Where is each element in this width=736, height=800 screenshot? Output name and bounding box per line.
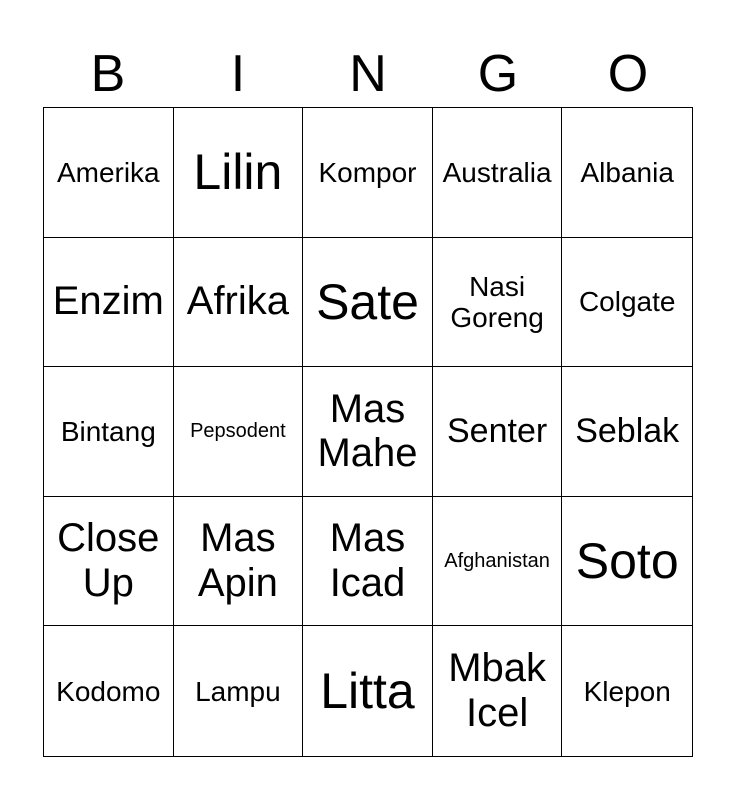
bingo-board <box>43 107 693 757</box>
header-letter-n: N <box>349 45 387 103</box>
header-letter-o: O <box>607 45 649 103</box>
bingo-cell-label: Pepsodent <box>190 420 286 443</box>
bingo-cell[interactable] <box>562 108 692 238</box>
bingo-cell[interactable] <box>562 626 692 756</box>
bingo-cell-label: Bintang <box>60 415 156 447</box>
bingo-cell-label: Colgate <box>578 286 676 318</box>
bingo-cell[interactable] <box>303 108 433 238</box>
bingo-cell[interactable] <box>433 626 563 756</box>
bingo-cell[interactable] <box>303 367 433 497</box>
bingo-cell[interactable] <box>44 497 174 627</box>
bingo-cell-label: Mas Icad <box>329 516 406 606</box>
bingo-cell-label: Kompor <box>318 156 417 188</box>
bingo-cell[interactable] <box>303 626 433 756</box>
bingo-cell-label: Lilin <box>193 144 283 201</box>
bingo-cell[interactable] <box>303 497 433 627</box>
bingo-cell[interactable] <box>44 367 174 497</box>
bingo-cell-label: Mas Mahe <box>317 386 418 476</box>
bingo-cell[interactable] <box>174 367 304 497</box>
header-letter-g: G <box>477 45 519 103</box>
bingo-cell[interactable] <box>303 238 433 368</box>
bingo-cell-label: Mas Apin <box>197 516 278 606</box>
bingo-cell-label: Kodomo <box>56 675 161 707</box>
bingo-cell-label: Close Up <box>57 516 160 606</box>
header-letter-i: I <box>230 45 246 103</box>
bingo-cell[interactable] <box>174 108 304 238</box>
bingo-cell-label: Seblak <box>575 412 680 451</box>
bingo-cell[interactable] <box>433 108 563 238</box>
bingo-cell-label: Amerika <box>56 156 160 188</box>
bingo-cell-label: Enzim <box>52 279 164 324</box>
bingo-cell[interactable] <box>44 108 174 238</box>
bingo-cell[interactable] <box>562 367 692 497</box>
bingo-cell-label: Soto <box>575 533 679 590</box>
bingo-cell-label: Senter <box>447 412 548 451</box>
bingo-cell-label: Afghanistan <box>444 549 550 572</box>
bingo-cell[interactable] <box>174 626 304 756</box>
bingo-cell[interactable] <box>174 497 304 627</box>
bingo-cell-label: Litta <box>320 663 415 720</box>
bingo-cell-label: Australia <box>442 156 552 188</box>
bingo-cell[interactable] <box>44 626 174 756</box>
bingo-cell-label: Sate <box>316 273 419 330</box>
bingo-cell-label: Mbak Icel <box>448 646 546 736</box>
bingo-header <box>43 40 693 108</box>
bingo-cell-label: Albania <box>580 156 674 188</box>
bingo-cell[interactable] <box>433 497 563 627</box>
bingo-cell-label: Nasi Goreng <box>450 270 544 333</box>
bingo-cell[interactable] <box>433 367 563 497</box>
bingo-cell[interactable] <box>44 238 174 368</box>
bingo-cell[interactable] <box>562 238 692 368</box>
bingo-cell[interactable] <box>433 238 563 368</box>
bingo-cell-label: Lampu <box>195 675 281 707</box>
header-letter-b: B <box>90 45 126 103</box>
bingo-cell-label: Afrika <box>186 279 290 324</box>
bingo-cell[interactable] <box>562 497 692 627</box>
bingo-cell-label: Klepon <box>583 675 671 707</box>
bingo-cell[interactable] <box>174 238 304 368</box>
